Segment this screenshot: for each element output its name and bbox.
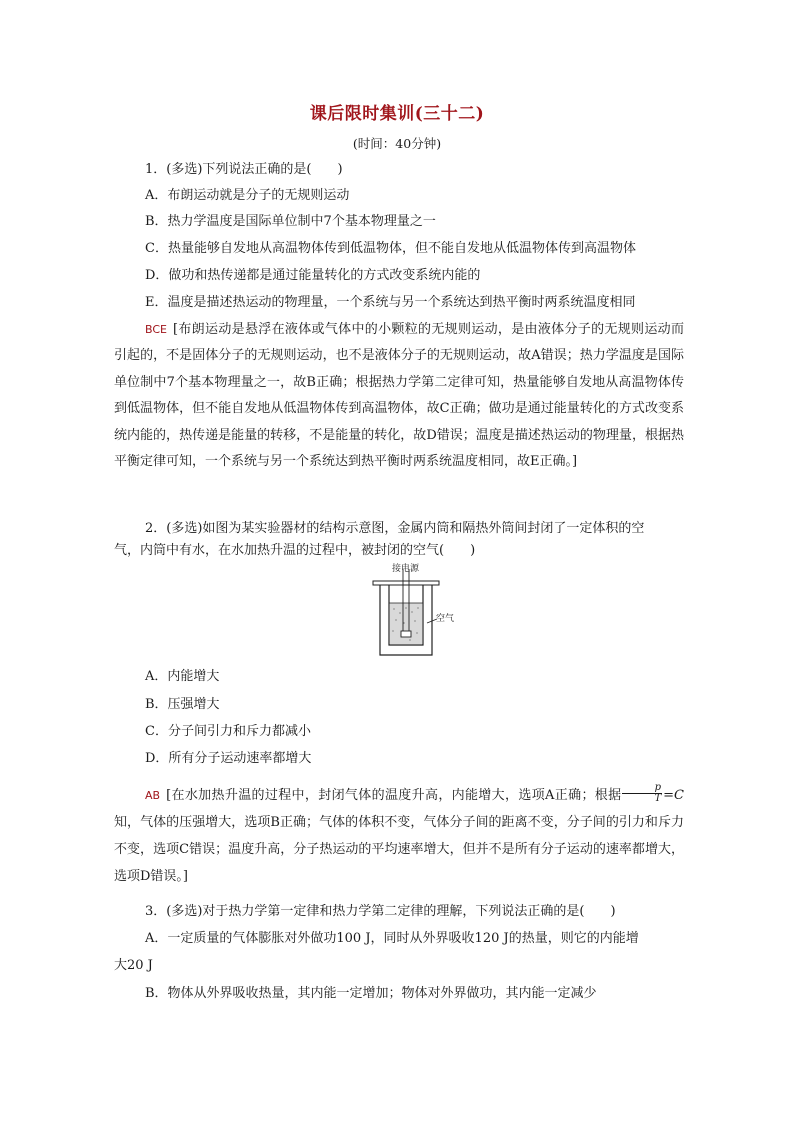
formula-numerator: p	[622, 783, 662, 794]
q1-option-c: C．热量能够自发地从高温物体传到低温物体，但不能自发地从低温物体传到高温物体	[145, 241, 636, 256]
page-title: 课后限时集训(三十二)	[309, 104, 485, 124]
q1-explanation: [布朗运动是悬浮在液体或气体中的小颗粒的无规则运动，是由液体分子的无规则运动而引起的，不是固体分子的无规则运动，也不是液体分子的无规则运动，故A错误；热力学温度是国际单位制中7个基本物理量之一，故B正确；根据热力学第二定律可知，热量能够自发地从高温物体传到低温物体，但不能自发地从低温物体传到高温物体，故C正确；做功是通过能量转化的方式改变系统内能的，热传递是能量的转移，不是能量的转化，故D错误；温度是描述热运动的物理量，根据热平衡定律可知，一个系统与另一个系统达到热平衡时两系统温度相同，故E正确。]	[114, 322, 684, 470]
apparatus-diagram	[371, 563, 481, 663]
q2-explanation-part1: [在水加热升温的过程中，封闭气体的温度升高，内能增大，选项A正确；根据	[166, 788, 622, 803]
label-power: 接电源	[392, 564, 420, 574]
lid	[373, 581, 439, 585]
q2-option-a: A．内能增大	[145, 669, 220, 684]
q2-stem-line2: 气，内筒中有水，在水加热升温的过程中，被封闭的空气( )	[114, 543, 476, 558]
q2-option-d: D．所有分子运动速率都增大	[145, 751, 312, 766]
label-air: 空气	[436, 614, 455, 624]
q1-option-b: B．热力学温度是国际单位制中7个基本物理量之一	[145, 214, 436, 229]
q1-option-a: A．布朗运动就是分子的无规则运动	[145, 188, 350, 203]
q2-answer: AB	[145, 789, 161, 802]
time-limit: (时间：40分钟)	[352, 136, 442, 151]
q1-option-d: D．做功和热传递都是通过能量转化的方式改变系统内能的	[145, 268, 481, 283]
q3-option-a-line2: 大20 J	[114, 958, 153, 973]
q3-option-b: B．物体从外界吸收热量，其内能一定增加；物体对外界做功，其内能一定减少	[145, 986, 597, 1001]
q2-explanation-part2: 知，气体的压强增大，选项B正确；气体的体积不变，气体分子间的距离不变，分子间的引力和斥力不变，选项C错误；温度升高，分子热运动的平均速率增大，但并不是所有分子运动的速率都增大，选项D错误。]	[114, 815, 684, 884]
q1-solution	[114, 317, 684, 475]
water	[390, 603, 422, 644]
q2-option-b: B．压强增大	[145, 697, 220, 712]
q2-stem-line1: 2．(多选)如图为某实验器材的结构示意图，金属内筒和隔热外筒间封闭了一定体积的空	[145, 521, 645, 536]
q2-solution	[114, 782, 684, 890]
q2-option-c: C．分子间引力和斥力都减小	[145, 724, 311, 739]
q1-option-e: E．温度是描述热运动的物理量，一个系统与另一个系统达到热平衡时两系统温度相同	[145, 295, 636, 310]
q3-stem: 3．(多选)对于热力学第一定律和热力学第二定律的理解，下列说法正确的是( )	[145, 904, 616, 919]
formula-rhs: =C	[663, 788, 684, 803]
q1-stem: 1．(多选)下列说法正确的是( )	[145, 162, 343, 177]
heater-element	[401, 631, 411, 637]
formula-fraction	[622, 783, 662, 804]
q1-answer: BCE	[145, 323, 167, 336]
formula-denominator: T	[654, 793, 662, 804]
q3-option-a-line1: A．一定质量的气体膨胀对外做功100 J，同时从外界吸收120 J的热量，则它的内能增	[145, 931, 639, 946]
